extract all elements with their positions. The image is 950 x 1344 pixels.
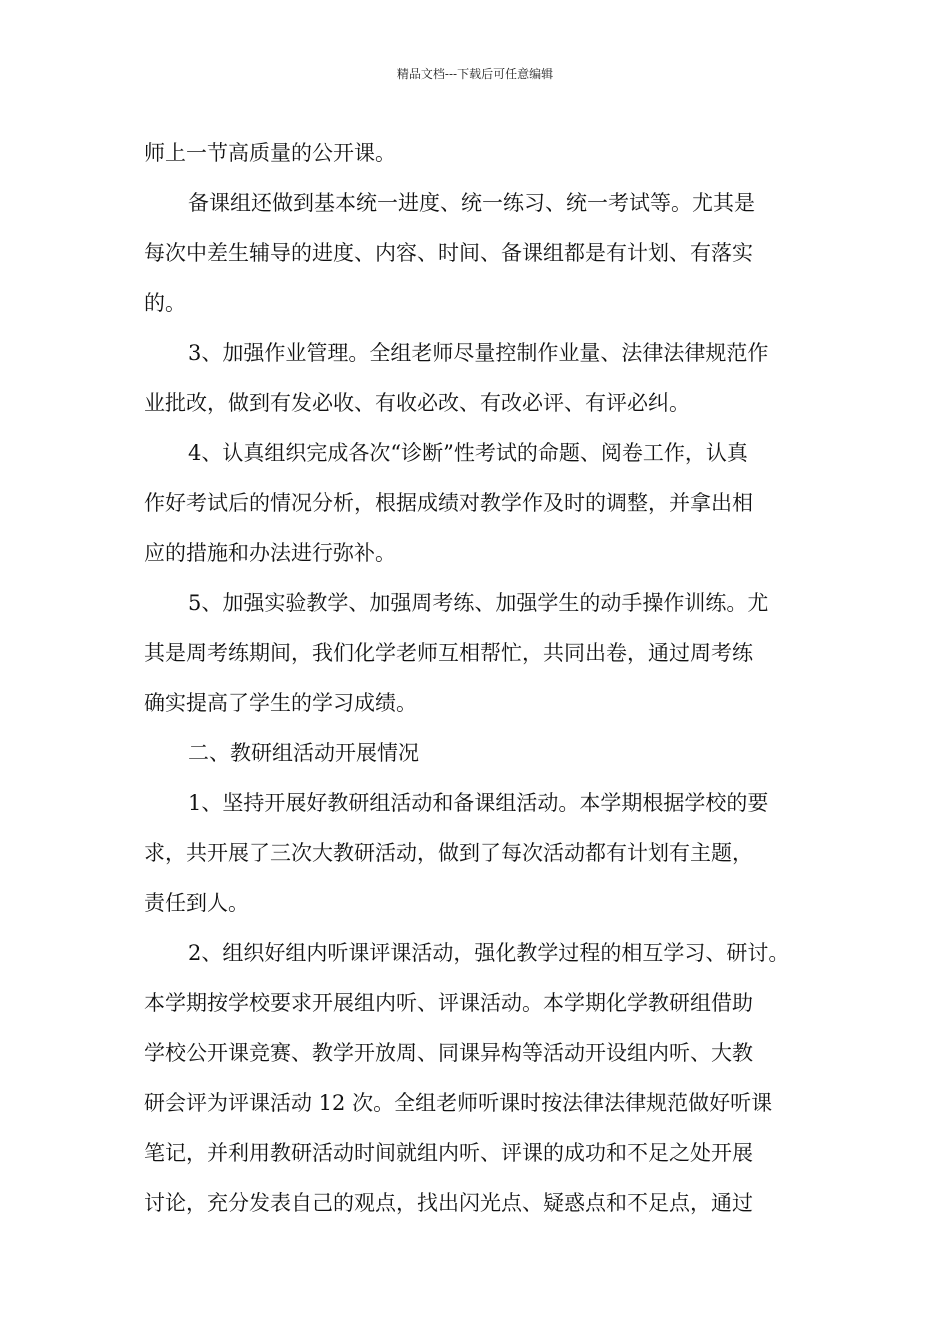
text-line: 1、坚持开展好教研组活动和备课组活动。本学期根据学校的要 [188, 791, 769, 815]
text-line: 2、组织好组内听课评课活动，强化教学过程的相互学习、研讨。 [188, 941, 790, 965]
page-header: 精品文档---下载后可任意编辑 [396, 67, 554, 81]
text-line: 备课组还做到基本统一进度、统一练习、统一考试等。尤其是 [188, 191, 755, 215]
text-line: 应的措施和办法进行弥补。 [144, 541, 396, 565]
text-line: 讨论，充分发表自己的观点，找出闪光点、疑惑点和不足点，通过 [144, 1191, 753, 1215]
text-line: 业批改，做到有发必收、有收必改、有改必评、有评必纠。 [144, 391, 690, 415]
text-line: 师上一节高质量的公开课。 [144, 141, 396, 165]
text-line: 5、加强实验教学、加强周考练、加强学生的动手操作训练。尤 [188, 591, 769, 615]
text-line: 求，共开展了三次大教研活动，做到了每次活动都有计划有主题， [144, 841, 753, 865]
text-line: 的。 [144, 291, 186, 315]
text-line: 研会评为评课活动 12 次。全组老师听课时按法律法律规范做好听课 [144, 1091, 773, 1115]
text-line: 每次中差生辅导的进度、内容、时间、备课组都是有计划、有落实 [144, 241, 753, 265]
text-line: 其是周考练期间，我们化学老师互相帮忙，共同出卷，通过周考练 [144, 641, 753, 665]
text-line: 学校公开课竞赛、教学开放周、同课异构等活动开设组内听、大教 [144, 1041, 753, 1065]
text-line: 确实提高了学生的学习成绩。 [144, 691, 417, 715]
text-line: 责任到人。 [144, 891, 249, 915]
section-heading: 二、教研组活动开展情况 [188, 741, 419, 765]
text-line: 笔记，并利用教研活动时间就组内听、评课的成功和不足之处开展 [144, 1141, 753, 1165]
text-line: 4、认真组织完成各次“诊断”性考试的命题、阅卷工作，认真 [188, 441, 748, 465]
document-body [144, 128, 824, 1228]
text-line: 本学期按学校要求开展组内听、评课活动。本学期化学教研组借助 [144, 991, 753, 1015]
text-line: 作好考试后的情况分析，根据成绩对教学作及时的调整，并拿出相 [144, 491, 753, 515]
text-line: 3、加强作业管理。全组老师尽量控制作业量、法律法律规范作 [188, 341, 769, 365]
